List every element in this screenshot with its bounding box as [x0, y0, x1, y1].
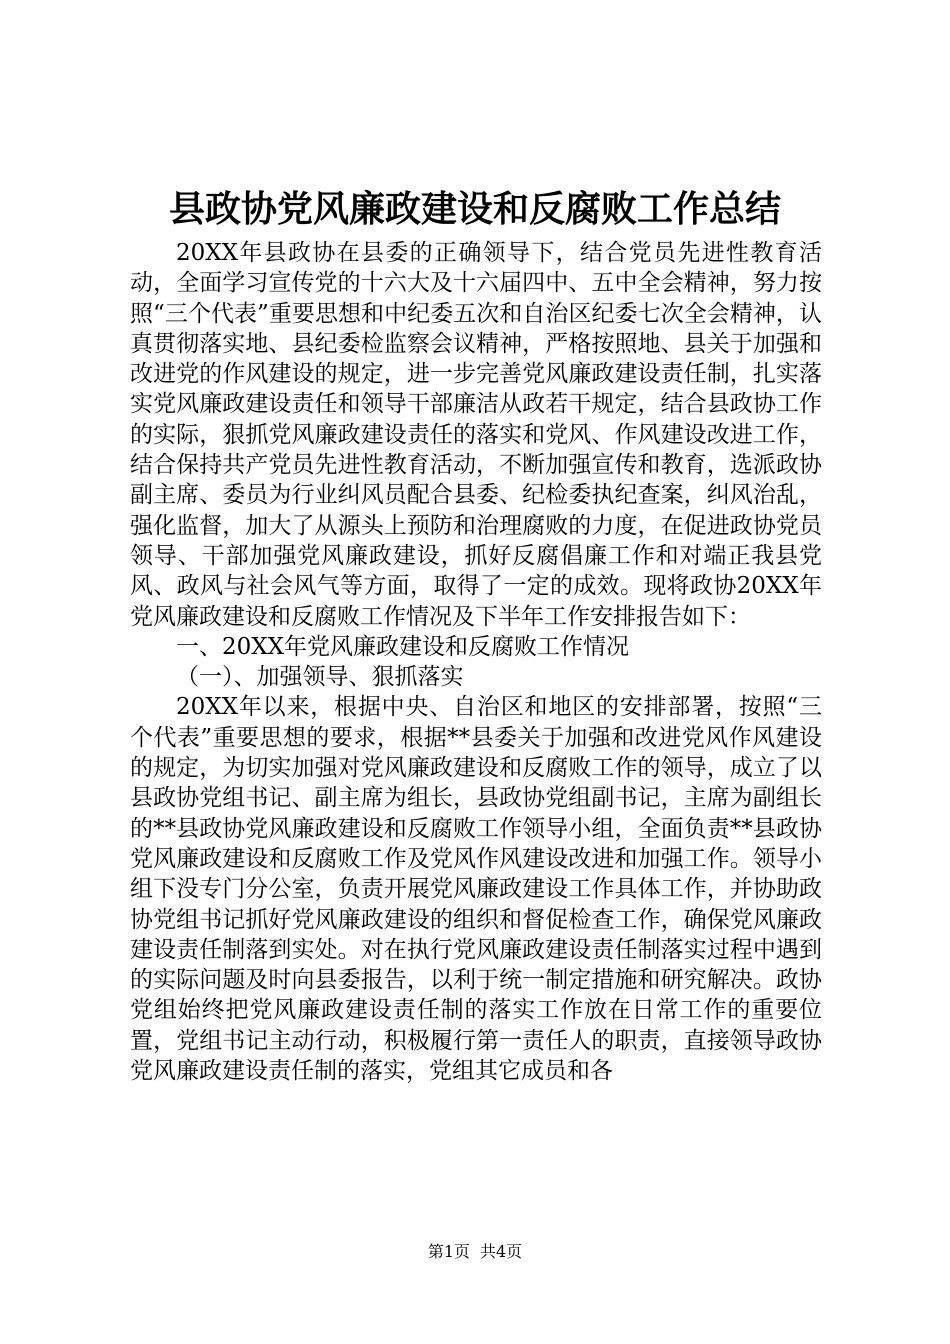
page-total: 共4页	[480, 1242, 523, 1261]
page-number: 第1页	[427, 1242, 470, 1261]
section-heading: 一、20XX年党风廉政建设和反腐败工作情况	[176, 633, 630, 660]
subsection-heading: （一）、加强领导、狠抓落实	[176, 664, 464, 691]
page-footer	[0, 1240, 950, 1264]
document-title: 县政协党风廉政建设和反腐败工作总结	[168, 188, 781, 230]
paragraph-leadership: 20XX年以来，根据中央、自治区和地区的安排部署，按照“三个代表”重要思想的要求，根据**县委关于加强和改进党风作风建设的规定，为切实加强对党风廉政建设和反腐败工作的领导，成立了以县政协党组书记、副主席为组长，县政协党组副书记，主席为副组长的**县政协党风廉政建设和反腐败工作领导小组，全面负责**县政协党风廉政建设和反腐败工作及党风作风建设改进和加强工作。领导小组下没专门分公室，负责开展党风廉政建设工作具体工作，并协助政协党组书记抓好党风廉政建设的组织和督促检查工作，确保党风廉政建设责任制落到实处。对在执行党风廉政建设责任制落实过程中遇到的实际问题及时向县委报告，以利于统一制定措施和研究解决。政协党组始终把党风廉政建设责任制的落实工作放在日常工作的重要位置，党组书记主动行动，积极履行第一责任人的职责，直接领导政协党风廉政建设责任制的落实，党组其它成员和各	[130, 694, 822, 1085]
paragraph-intro: 20XX年县政协在县委的正确领导下，结合党员先进性教育活动，全面学习宣传党的十六大及十六届四中、五中全会精神，努力按照“三个代表”重要思想和中纪委五次和自治区纪委七次全会精神，认真贯彻落实地、县纪委检监察会议精神，严格按照地、县关于加强和改进党的作风建设的规定，进一步完善党风廉政建设责任制，扎实落实党风廉政建设责任和领导干部廉洁从政若干规定，结合县政协工作的实际，狠抓党风廉政建设责任的落实和党风、作风建设改进工作，结合保持共产党员先进性教育活动，不断加强宣传和教育，选派政协副主席、委员为行业纠风员配合县委、纪检委执纪查案，纠风治乱，强化监督，加大了从源头上预防和治理腐败的力度，在促进政协党员领导、干部加强党风廉政建设，抓好反腐倡廉工作和对端正我县党风、政风与社会风气等方面，取得了一定的成效。现将政协20XX年党风廉政建设和反腐败工作情况及下半年工作安排报告如下：	[130, 240, 822, 630]
document-body	[130, 238, 822, 1086]
